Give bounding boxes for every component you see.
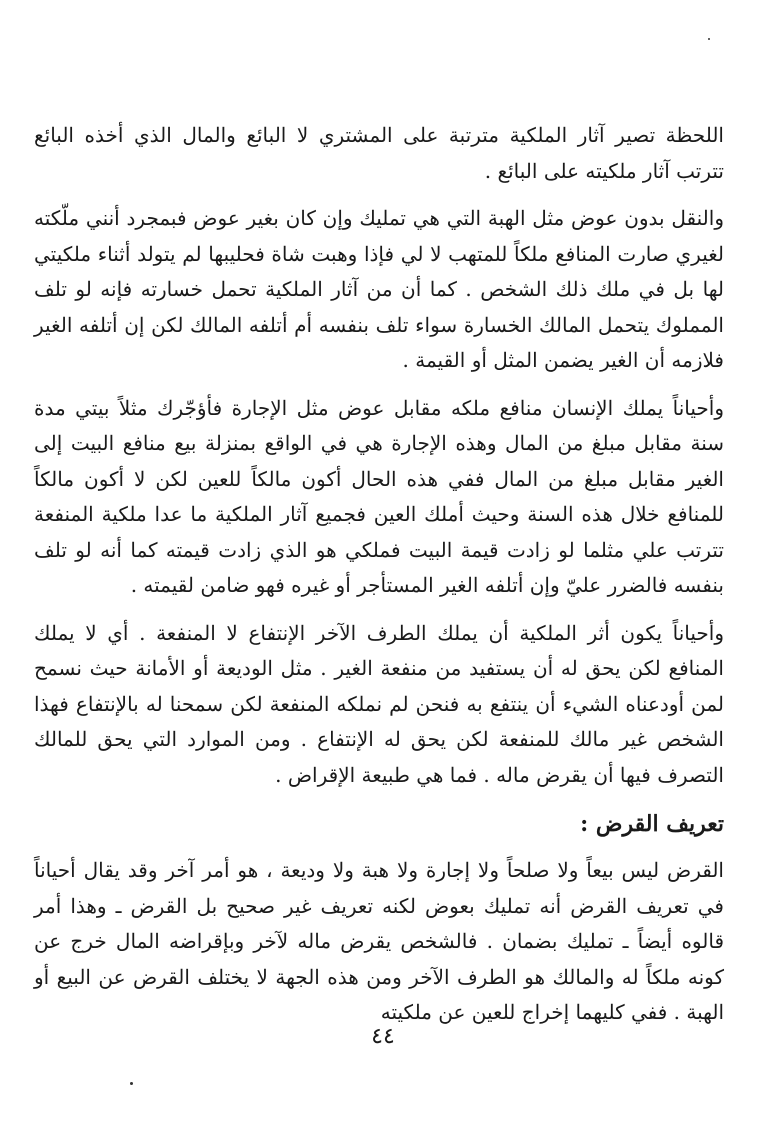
paragraph: القرض ليس بيعاً ولا صلحاً ولا إجارة ولا هبة ولا وديعة ، هو أمر آخر وقد يقال أحياناً في تعريف القرض أنه تمليك بعوض لكنه تعريف غير صحيح بل القرض ـ وهذا أمر قالوه أيضاً ـ تمليك بضمان . فالشخص يقرض ماله لآخر وبإقراضه المال خرج عن كونه ملكاً له والمالك هو الطرف الآخر ومن هذه الجهة لا يختلف القرض عن البيع أو الهبة . ففي كليهما إخراج للعين عن ملكيته — [34, 858, 724, 1024]
paragraph: وأحياناً يكون أثر الملكية أن يملك الطرف الآخر الإنتفاع لا المنفعة . أي لا يملك المنافع لكن يحق له أن يستفيد من منفعة الغير . مثل الوديعة أو الأمانة حيث نسمح لمن أودعناه الشيء أن ينتفع به فنحن لم نملكه المنفعة لكن سمحنا له بالإنتفاع فهذا الشخص غير مالك للمنفعة لكن يحق له الإنتفاع . ومن الموارد التي يحق للمالك التصرف فيها أن يقرض ماله . فما هي طبيعة الإقراض . — [34, 620, 724, 787]
scan-speck — [708, 38, 710, 40]
scan-speck — [130, 1082, 133, 1085]
page-number: ٤٤ — [371, 1024, 395, 1049]
page-body — [34, 118, 724, 1043]
paragraph: اللحظة تصير آثار الملكية مترتبة على المشتري لا البائع والمال الذي أخذه البائع تترتب آثار ملكيته على البائع . — [34, 123, 724, 183]
section-heading: تعريف القرض : — [580, 811, 724, 837]
paragraph: وأحياناً يملك الإنسان منافع ملكه مقابل عوض مثل الإجارة فأؤجّرك مثلاً بيتي مدة سنة مقابل مبلغ من المال وهذه الإجارة هي في الواقع بمنزلة بيع منافع البيت إلى الغير مقابل مبلغ من المال ففي هذه الحال أكون مالكاً للعين لكن لا أكون مالكاً للمنافع خلال هذه السنة وحيث أملك العين فجميع آثار الملكية ما عدا ملكية المنفعة تترتب علي مثلما لو زادت قيمة البيت فملكي هو الذي زادت قيمته كما أنه لو تلف بنفسه فالضرر عليّ وإن أتلفه الغير المستأجر أو غيره فهو ضامن لقيمته . — [34, 395, 724, 597]
paragraph: والنقل بدون عوض مثل الهبة التي هي تمليك وإن كان بغير عوض فبمجرد أنني ملّكته لغيري صارت المنافع ملكاً للمتهب لا لي فإذا وهبت شاة فحليبها لم يتولد أثناء ملكيتي لها بل في ملك ذلك الشخص . كما أن من آثار الملكية تحمل خسارته فإنه لو تلف المملوك يتحمل المالك الخسارة سواء تلف بنفسه أم أتلفه المالك لكن إن أتلفه الغير فلازمه أن الغير يضمن المثل أو القيمة . — [34, 206, 724, 372]
